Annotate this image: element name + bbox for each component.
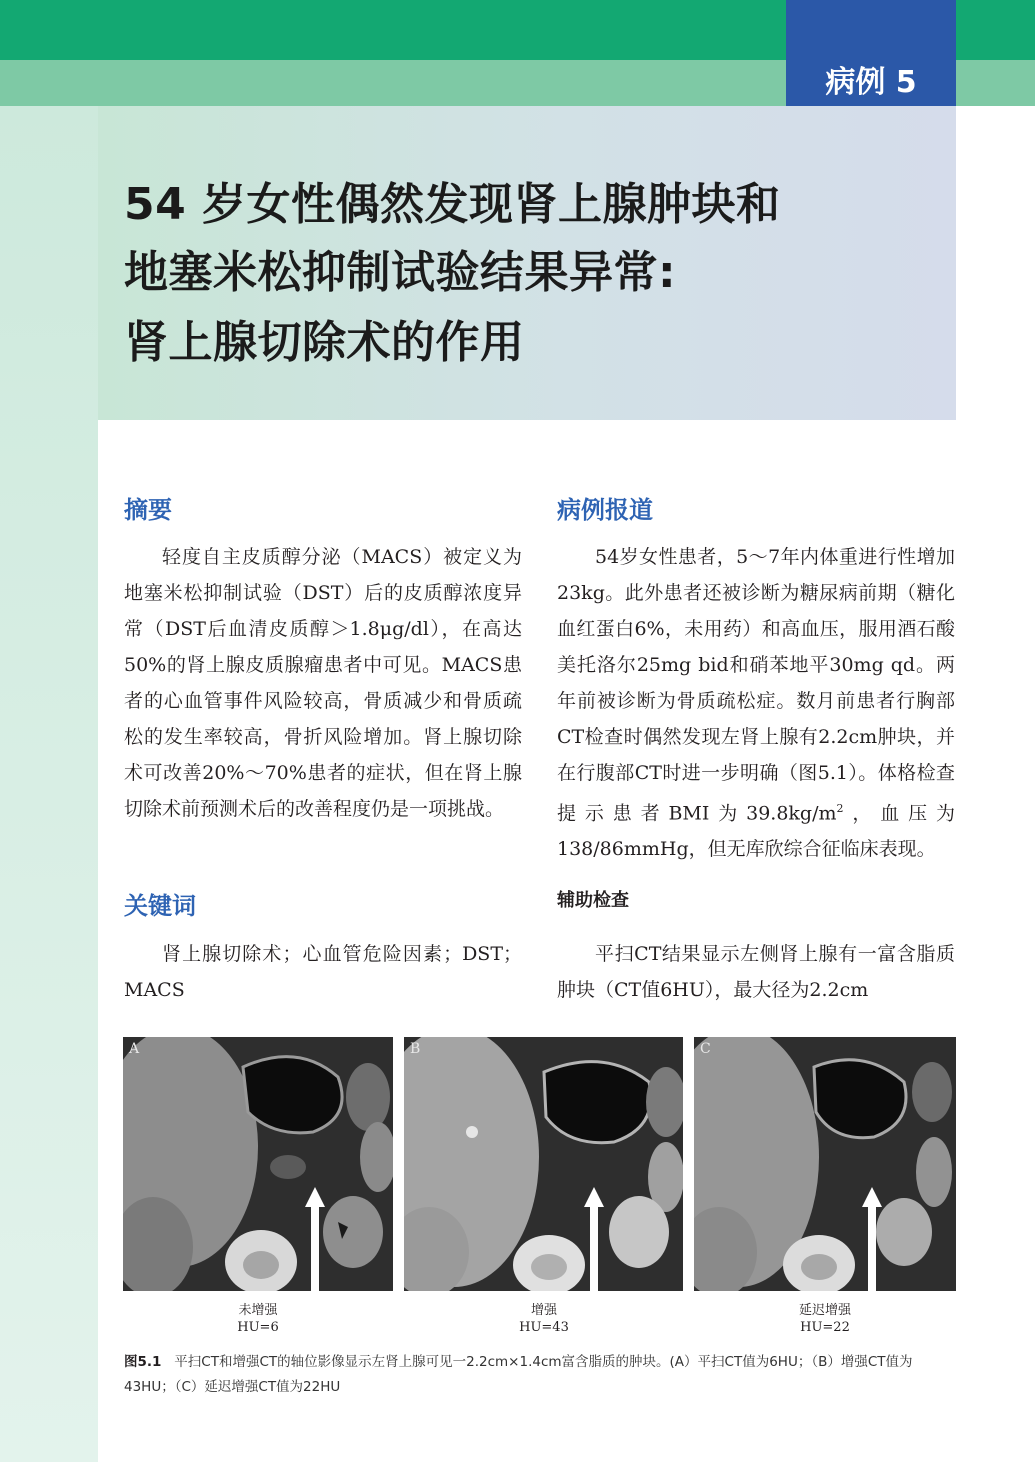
figure-caption bbox=[124, 1350, 956, 1400]
case-report-body bbox=[557, 539, 955, 867]
panel-letter-a: A bbox=[129, 1041, 140, 1057]
case-number-label: 病例 5 bbox=[825, 65, 917, 100]
ct-panel-b bbox=[404, 1037, 683, 1291]
keywords-text: 肾上腺切除术；心血管危险因素；DST；MACS bbox=[124, 943, 522, 1001]
auxiliary-body bbox=[557, 936, 955, 1008]
case-report-heading: 病例报道 bbox=[557, 496, 653, 524]
figure-label-a-line1: 未增强 bbox=[238, 1303, 278, 1318]
ct-image-a bbox=[123, 1037, 393, 1291]
figure-label-c-line1: 延迟增强 bbox=[798, 1303, 851, 1318]
caption-text: 平扫CT和增强CT的轴位影像显示左肾上腺可见一2.2cm×1.4cm富含脂质的肿块。(A）平扫CT值为6HU；（B）增强CT值为43HU；（C）延迟增强CT值为22HU bbox=[124, 1354, 913, 1395]
ct-panel-c bbox=[694, 1037, 956, 1291]
abstract-heading: 摘要 bbox=[124, 496, 172, 524]
ct-image-b bbox=[404, 1037, 683, 1291]
superscript: 2 bbox=[836, 802, 844, 815]
left-margin-strip bbox=[0, 106, 98, 1462]
case-report-text bbox=[557, 539, 955, 867]
figure-label-a-line2: HU=6 bbox=[237, 1320, 279, 1335]
title-line-3: 肾上腺切除术的作用 bbox=[124, 317, 525, 368]
auxiliary-text: 平扫CT结果显示左侧肾上腺有一富含脂质肿块（CT值6HU），最大径为2.2cm bbox=[557, 943, 955, 1001]
keywords-heading: 关键词 bbox=[124, 892, 196, 920]
case-report-text-part1: 54岁女性患者，5～7年内体重进行性增加23kg。此外患者还被诊断为糖尿病前期（糖化血红蛋白6%，未用药）和高血压，服用酒石酸美托洛尔25mg bid和硝苯地平30mg qd。两年前被诊断为骨质疏松症。数月前患者行胸部CT检查时偶然发现左肾上腺有2.2cm肿块，并在行腹部CT时进一步明确（图5.1）。体格检查提示患者BMI为39.8kg/m bbox=[557, 546, 955, 825]
ct-panel-a bbox=[123, 1037, 393, 1291]
keywords-body bbox=[124, 936, 522, 1008]
auxiliary-heading: 辅助检查 bbox=[557, 890, 629, 911]
figure-label-b-line2: HU=43 bbox=[519, 1320, 569, 1335]
title-line-2: 地塞米松抑制试验结果异常: bbox=[124, 247, 677, 298]
panel-letter-c: C bbox=[700, 1041, 711, 1057]
case-report-text-part2: ，血压为138/86mmHg，但无库欣综合征临床表现。 bbox=[557, 802, 955, 861]
figure-label-a bbox=[198, 1302, 318, 1336]
panel-letter-b: B bbox=[410, 1041, 421, 1057]
abstract-body bbox=[124, 539, 522, 827]
title-line-1: 54 岁女性偶然发现肾上腺肿块和 bbox=[124, 179, 781, 230]
figure-label-c-line2: HU=22 bbox=[800, 1320, 850, 1335]
abstract-text: 轻度自主皮质醇分泌（MACS）被定义为地塞米松抑制试验（DST）后的皮质醇浓度异常（DST后血清皮质醇＞1.8μg/dl），在高达50%的肾上腺皮质腺瘤患者中可见。MACS患者的心血管事件风险较高，骨质减少和骨质疏松的发生率较高，骨折风险增加。肾上腺切除术可改善20%～70%患者的症状，但在肾上腺切除术前预测术后的改善程度仍是一项挑战。 bbox=[124, 546, 522, 820]
figure-label-c bbox=[765, 1302, 885, 1336]
figure-label-b-line1: 增强 bbox=[530, 1303, 557, 1318]
ct-image-c bbox=[694, 1037, 956, 1291]
figure-label-b bbox=[484, 1302, 604, 1336]
caption-label: 图5.1 bbox=[124, 1354, 162, 1370]
